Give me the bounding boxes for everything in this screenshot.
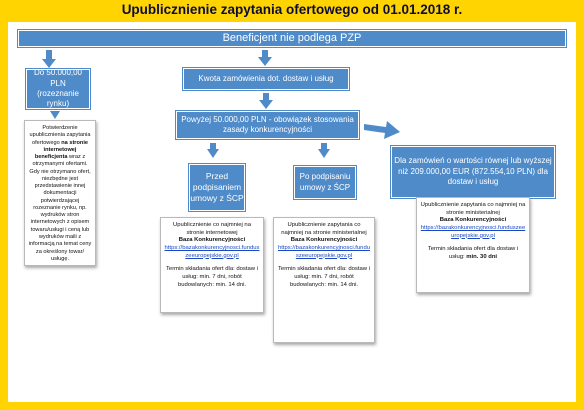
arrow-kwota-powyzej (259, 93, 273, 109)
note-przed-link[interactable]: https://bazakonkurencyjnosci.funduszeeuropejskie.gov.pl (164, 245, 260, 259)
note-209000-bold-2: min. 30 dni (466, 254, 498, 261)
node-209000-eur (391, 146, 555, 198)
node-209000-label: Dla zamówień o wartości równej lub wyższej niż 209.000,00 EUR (872.554,10 PLN) dla dostaw i usług (394, 156, 552, 187)
note-przed (160, 217, 264, 313)
note-209000-text-2: Termin składania ofert dla dostaw i usług: (427, 246, 519, 261)
note-po-bold: Baza Konkurencyjności (290, 237, 358, 244)
note-przed-bold: Baza Konkurencyjności (178, 237, 246, 244)
note-przed-text-1: Upublicznienie co najmniej na stronie internetowej (173, 222, 251, 236)
arrow-powyzej-przed (207, 143, 219, 158)
note-rozeznanie-bold: na stronie internetowej beneficjenta (34, 139, 88, 161)
note-rozeznanie-text-3: Gdy nie otrzymano ofert, niezbędne jest przedstawienie innej dokumentacji potwierdzającej rozeznanie rynku, np. wydruków stron internetowych z opisem towaru/usługi i ceną lub wydruków maili z informacją na temat ceny za określony towar/ usługę. (28, 168, 92, 262)
node-powyzej-50000 (176, 111, 359, 139)
note-209000 (416, 197, 530, 293)
arrow-header-kwota (258, 50, 272, 66)
node-do-50000-label: Do 50.000,00 PLN (rozeznanie rynku) (33, 68, 83, 109)
node-kwota (183, 68, 349, 90)
note-po-text-1: Upublicznienie zapytania co najmniej na stronie ministerialnej (281, 222, 367, 236)
note-po-text-2: Termin składania ofert dla: dostaw i usług: min. 7 dni, robót budowlanych: min. 14 dni. (277, 266, 370, 288)
node-po-podpisaniu (294, 166, 356, 199)
node-przed-label: Przed podpisaniem umowy z ŚCP (190, 170, 244, 204)
note-przed-text-2: Termin składania ofert dla: dostaw i usług: min. 7 dni, robót budowlanych: min. 14 dni. (165, 266, 258, 288)
arrow-powyzej-po (318, 143, 330, 158)
node-do-50000 (26, 69, 90, 109)
note-rozeznanie-text-2: wraz z otrzymanymi ofertami. (32, 154, 88, 168)
node-kwota-label: Kwota zamówienia dot. dostaw i usług (198, 73, 334, 83)
note-209000-text-1: Upublicznienie zapytania co najmniej na stronie ministerialnej (420, 202, 526, 216)
note-rozeznanie-text-1: Potwierdzenie upublicznienia zapytania ofertowego (29, 125, 91, 146)
diagram-title: Upublicznienie zapytania ofertowego od 01.01.2018 r. (121, 2, 463, 17)
arrow-powyzej-right (364, 120, 400, 140)
arrow-left-note (50, 111, 60, 119)
header-node (18, 30, 566, 47)
arrow-header-left (42, 50, 56, 68)
note-209000-link[interactable]: https://bazakonkurencyjnosci.funduszeeuropejskie.gov.pl (420, 225, 526, 239)
diagram-body (8, 22, 576, 402)
node-po-label: Po podpisaniu umowy z ŚCP (299, 172, 351, 192)
header-label: Beneficjent nie podlega PZP (222, 32, 362, 45)
node-przed-podpisaniem (189, 164, 245, 211)
note-209000-bold: Baza Konkurencyjności (439, 217, 507, 224)
note-rozeznanie (24, 120, 96, 266)
node-powyzej-label: Powyżej 50.000,00 PLN - obowiązek stosowania zasady konkurencyjności (181, 114, 354, 134)
note-po (273, 217, 375, 343)
note-po-link[interactable]: https://bazakonkurencyjnosci.funduszeeuropejskie.gov.pl (277, 245, 370, 259)
